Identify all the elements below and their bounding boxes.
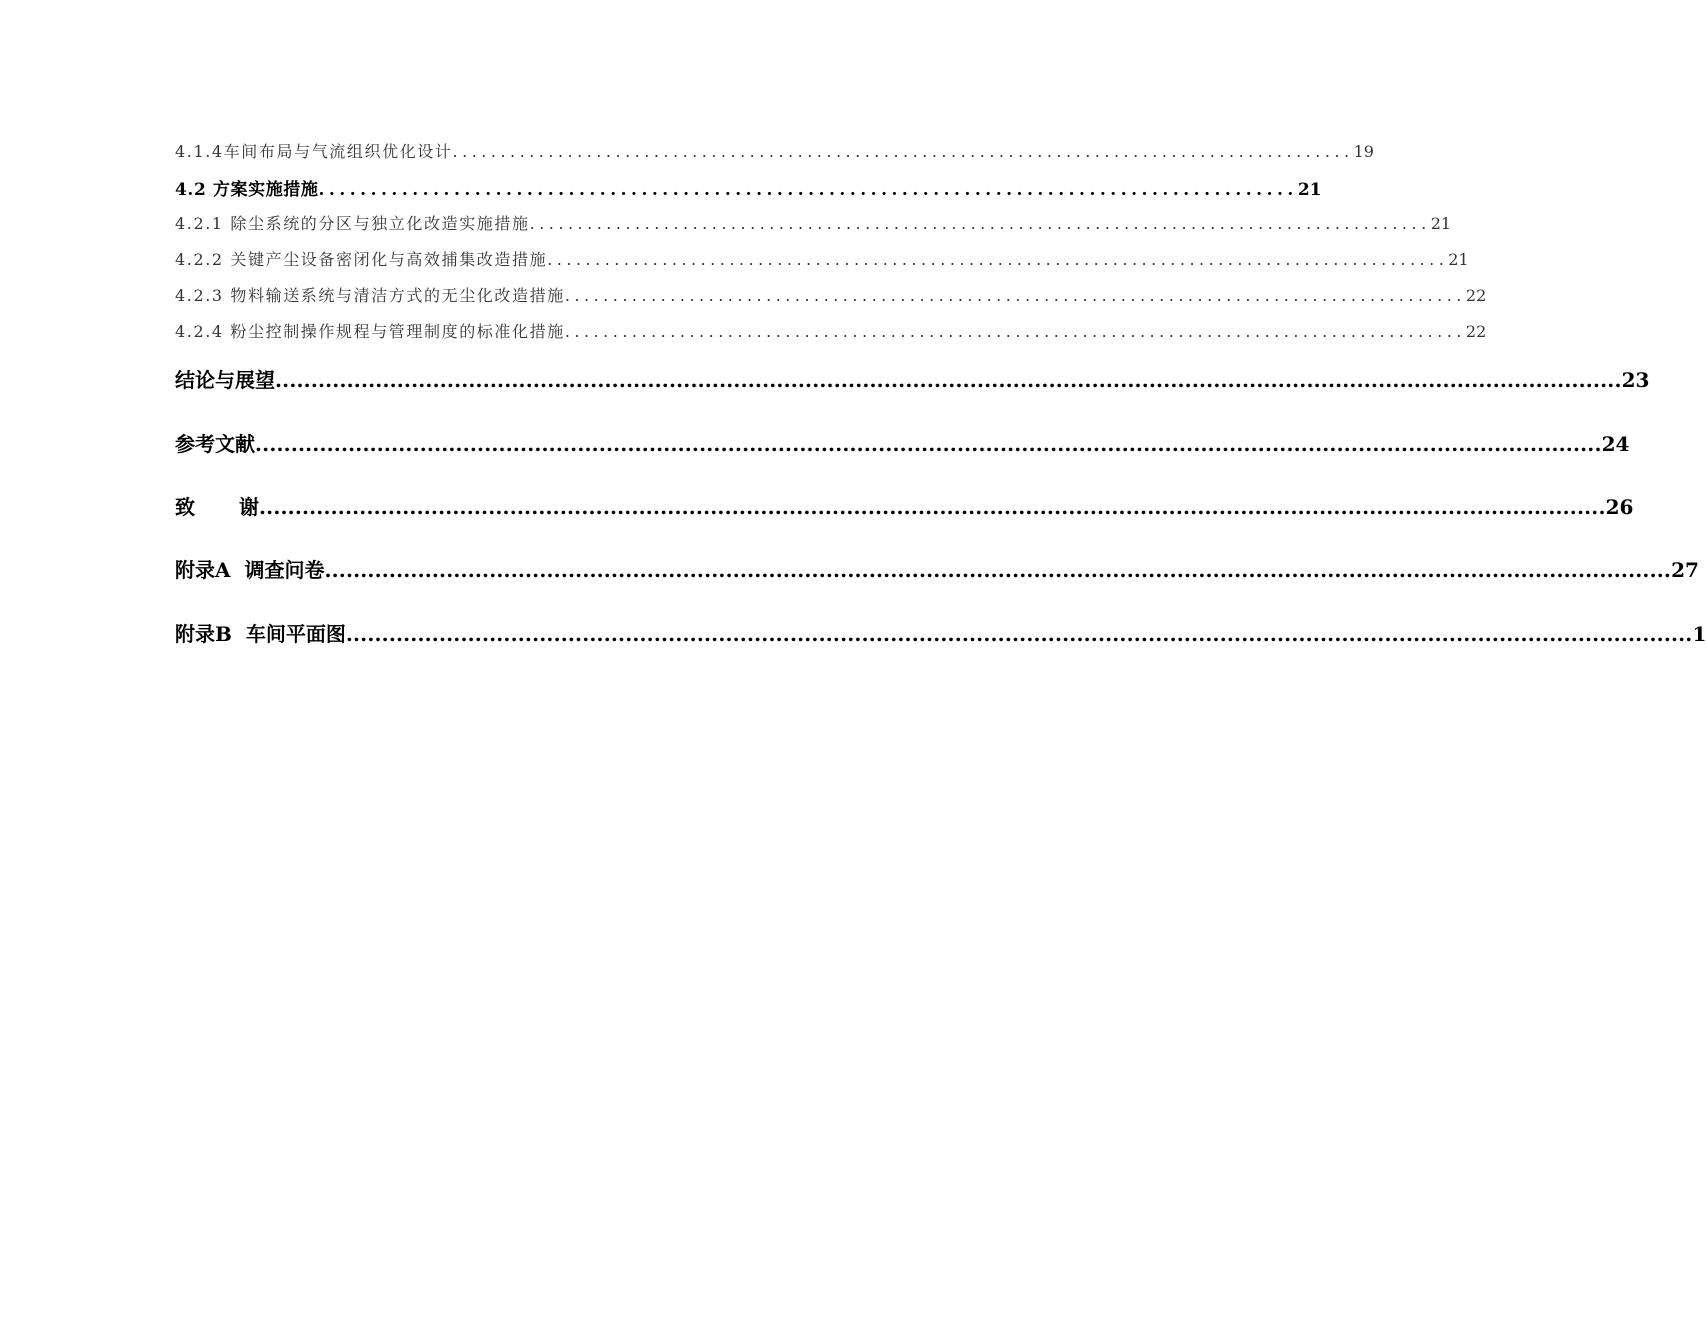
toc-page-number: 22 [1465, 286, 1487, 305]
toc-entry-title: 参考文献 [175, 432, 255, 456]
toc-entry-appendix-a[interactable] [175, 554, 1699, 583]
toc-dot-leader: .............................................................................................. [564, 286, 1466, 305]
toc-dot-leader: .............................................................................................. [564, 322, 1466, 341]
toc-entry-title: 附录A 调查问卷 [175, 558, 325, 582]
toc-entry-title-char-1: 致 [175, 495, 195, 519]
toc-entry-acknowledgements[interactable] [175, 491, 1634, 520]
toc-dot-leader: ............................................................................................................................................................................................ [255, 432, 1602, 456]
toc-entry-title [175, 491, 259, 520]
toc-entry-4-2-2[interactable] [175, 247, 1469, 270]
toc-entry-title: 附录B 车间平面图 [175, 622, 346, 646]
toc-page-number: 21 [1430, 214, 1452, 233]
toc-entry-references[interactable] [175, 428, 1630, 457]
toc-entry-4-2-1[interactable] [175, 211, 1452, 234]
toc-page-number: 24 [1601, 432, 1630, 456]
toc-dot-leader: ............................................................................................................................................................................................ [259, 495, 1606, 519]
toc-dot-leader: ............................................................................................................................................................................................ [275, 368, 1622, 392]
toc-entry-title: 4.2 方案实施措施 [175, 180, 319, 200]
toc-page-number: 22 [1465, 322, 1487, 341]
toc-page-number: 27 [1671, 558, 1699, 582]
toc-dot-leader: .............................................................................................. [547, 250, 1449, 269]
toc-page-number: 19 [1353, 142, 1374, 161]
toc-page-number: 1 [1692, 622, 1706, 646]
toc-page-number: 23 [1621, 368, 1650, 392]
toc-entry-title: 4.2.3 物料输送系统与清洁方式的无尘化改造措施 [175, 286, 565, 305]
toc-dot-leader: .............................................................................................. [529, 214, 1431, 233]
toc-entry-4-1-4[interactable] [175, 139, 1374, 162]
toc-page-number: 26 [1605, 495, 1634, 519]
toc-entry-4-2[interactable] [175, 175, 1322, 200]
toc-entry-title: 结论与展望 [175, 368, 275, 392]
toc-entry-title: 4.1.4车间布局与气流组织优化设计 [175, 142, 453, 161]
toc-entry-title: 4.2.2 关键产尘设备密闭化与高效捕集改造措施 [175, 250, 548, 269]
toc-entry-title-char-2: 谢 [239, 495, 259, 519]
toc-dot-leader: ............................................................................................................................................................................................ [324, 558, 1672, 582]
toc-entry-title: 4.2.1 除尘系统的分区与独立化改造实施措施 [175, 214, 530, 233]
toc-entry-title: 4.2.4 粉尘控制操作规程与管理制度的标准化措施 [175, 322, 565, 341]
toc-entry-appendix-b[interactable] [175, 618, 1706, 647]
toc-dot-leader: ............................................................................................................................................................................................ [345, 622, 1693, 646]
toc-entry-conclusion[interactable] [175, 364, 1650, 393]
toc-page-number: 21 [1448, 250, 1469, 269]
toc-page-number: 21 [1297, 180, 1322, 200]
toc-dot-leader: .............................................................................................. [318, 180, 1298, 200]
toc-entry-4-2-3[interactable] [175, 283, 1487, 306]
toc-entry-4-2-4[interactable] [175, 319, 1487, 342]
toc-dot-leader: .............................................................................................. [452, 142, 1354, 161]
